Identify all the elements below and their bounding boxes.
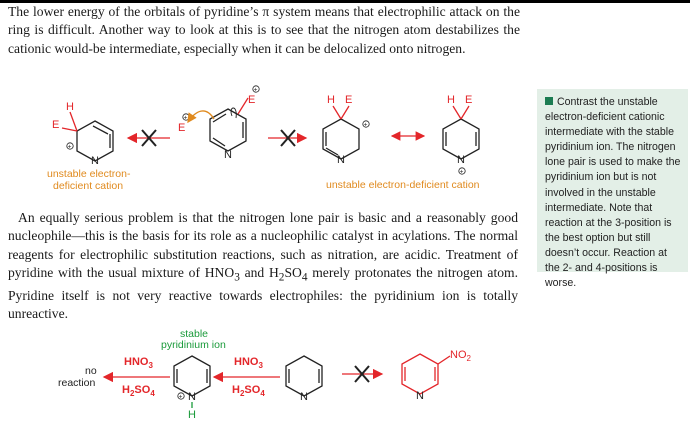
reagent-hno3: $HNO_3$ <box>234 356 263 370</box>
stable-label-2: pyridinium ion <box>161 339 226 351</box>
label-unstable-2: deficient cation <box>53 180 124 192</box>
n-label: N <box>416 390 424 402</box>
paragraph-2-sub-2: 2 <box>278 271 285 284</box>
reagent-h2so4: $H_2SO_4$ <box>232 384 265 398</box>
paragraph-2-text-4: merely protonates the nitrogen atom. Pyridine itself is not very reactive towards electrophiles: the pyridinium ion is totally unreactive. <box>8 264 518 322</box>
n-label: N <box>91 155 99 167</box>
paragraph-2-sub-3: 4 <box>301 271 308 284</box>
h-label: H <box>188 409 196 421</box>
e-label: E <box>248 94 256 106</box>
n-label: N <box>300 391 308 403</box>
nitropyridine <box>402 349 472 402</box>
n-label: N <box>188 391 196 403</box>
cation-4-position <box>323 94 369 166</box>
paragraph-2-text-3: SO <box>284 264 302 280</box>
reagent-h2so4: $H_2SO_4$ <box>122 384 155 398</box>
e-label: E <box>178 122 186 134</box>
e-label: E <box>345 94 353 106</box>
paragraph-2-text-1: An equally serious problem is that the nitrogen lone pair is basic and a reasonably good nucleophile—this is the basis for its role as a nucleophilic catalyst in acylations. The normal reagents for electrophilic substitution reactions, such as nitration, are acidic. Treatment of pyridine with the usual mixture of HNO <box>8 210 518 280</box>
blocked-reaction-arrow <box>342 366 382 382</box>
label-unstable-right: unstable electron-deficient cation <box>326 179 480 191</box>
margin-note-text: Contrast the unstable electron-deficient cationic intermediate with the stable pyridinium ion. The nitrogen lone pair is used to make the pyridinium ion but is not involved in the unstable intermediate. Note that reaction at the 3-position is the best option but still doesn’t occur. Reaction at the 2- and 4-positions is worse. <box>545 96 681 290</box>
plus-sign: + <box>363 121 368 129</box>
no-reaction-2: reaction <box>58 377 96 389</box>
reagent-hno3: $HNO_3$ <box>124 356 153 370</box>
pyridinium-ion <box>174 356 210 421</box>
plus-sign: + <box>459 168 464 176</box>
e-label: E <box>52 119 60 131</box>
plus-sign: + <box>178 393 183 401</box>
plus-sign: + <box>253 86 258 94</box>
label-unstable-1: unstable electron- <box>47 168 131 180</box>
paragraph-2-text-2: and H <box>239 264 279 280</box>
plus-sign: + <box>183 114 188 122</box>
plus-sign: + <box>67 143 72 151</box>
cation-3-position <box>52 101 113 167</box>
n-label: N <box>457 154 465 166</box>
no2-label: $NO_2$ <box>450 349 471 363</box>
pyridine-with-electrophile <box>178 86 259 161</box>
n-label: N <box>224 149 232 161</box>
h-label: H <box>66 101 74 113</box>
stable-label-1: stable <box>180 328 209 340</box>
e-label: E <box>465 94 473 106</box>
h-label: H <box>447 94 455 106</box>
blocked-reaction-arrow <box>128 130 170 146</box>
h-label: H <box>327 94 335 106</box>
no-reaction-1: no <box>85 365 97 377</box>
paragraph-2-sub-1: 3 <box>234 271 240 284</box>
cation-4-position-n-charge <box>443 94 479 176</box>
n-label: N <box>337 154 345 166</box>
blocked-reaction-arrow <box>268 130 306 146</box>
pyridine <box>286 356 322 403</box>
paragraph-1: The lower energy of the orbitals of pyridine’s π system means that electrophilic attack on the ring is difficult. Another way to look at this is to see that the nitrogen atom destabilizes the cationic would-be intermediate, especially when it can be delocalized onto nitrogen. <box>8 4 520 56</box>
